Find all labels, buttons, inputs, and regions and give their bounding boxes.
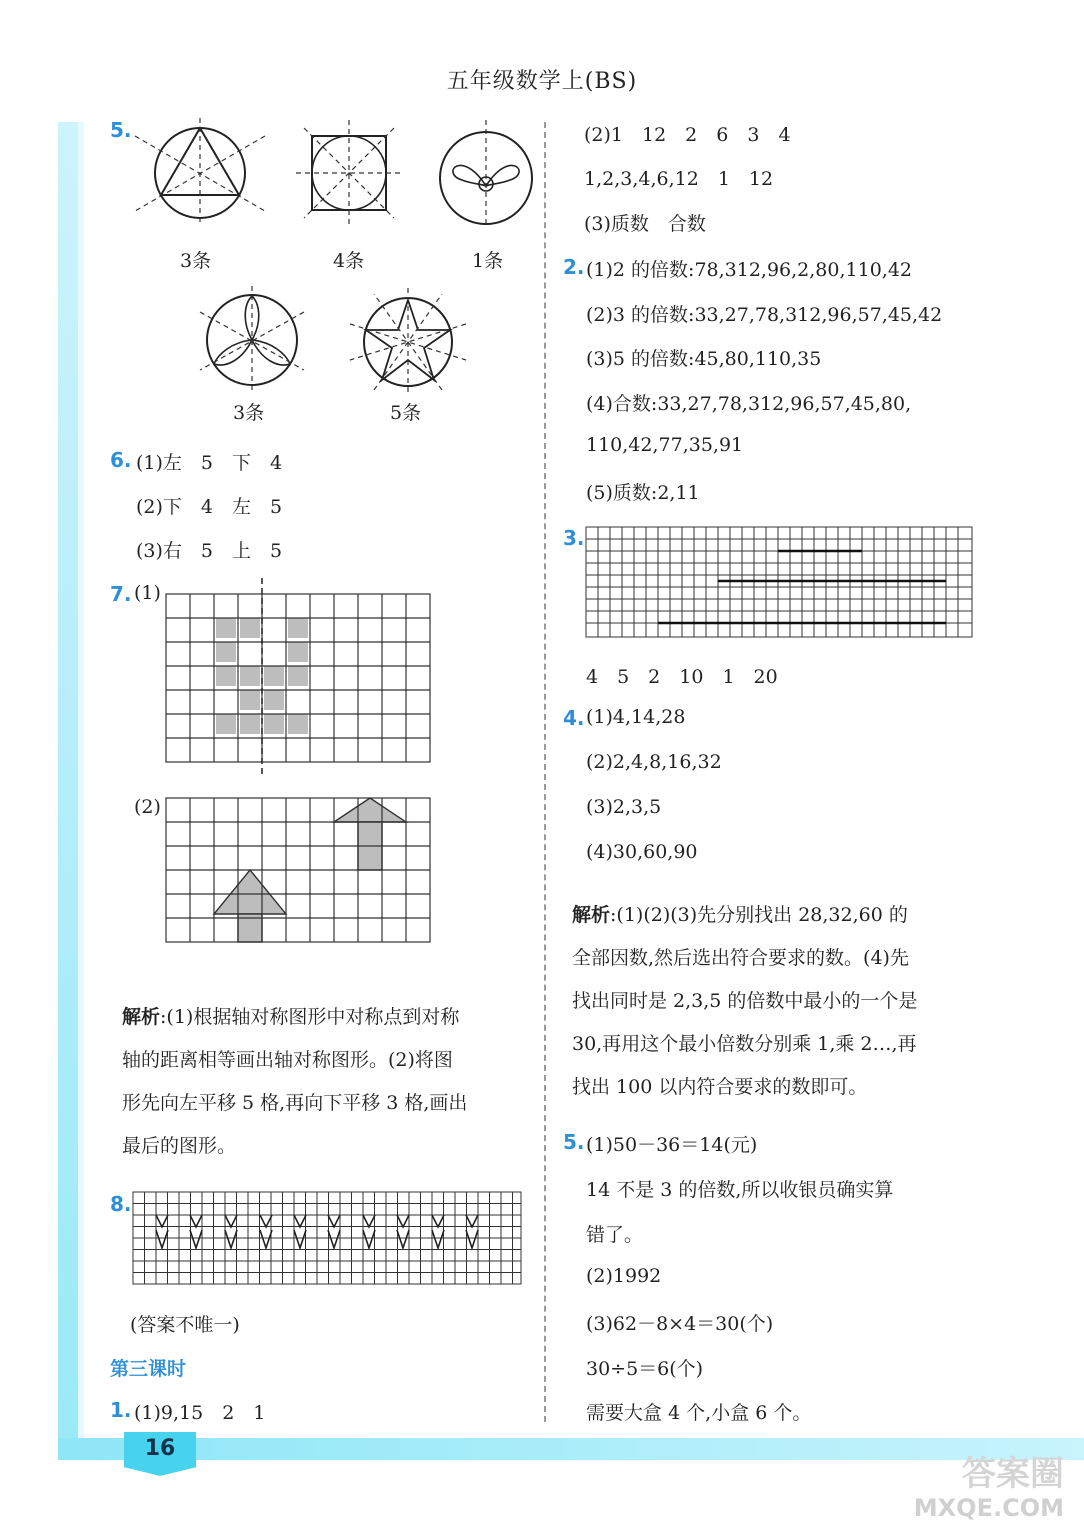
q2-line-2: (2)3 的倍数:33,27,78,312,96,57,45,42 bbox=[586, 304, 943, 326]
q3-answer: 4 5 2 10 1 20 bbox=[586, 666, 778, 688]
q2-line-3: (3)5 的倍数:45,80,110,35 bbox=[586, 348, 822, 370]
q7-analysis-label: 解析 bbox=[122, 1006, 161, 1028]
q1-line-1: (1)9,15 2 1 bbox=[134, 1402, 266, 1424]
q6-line-2: (2)下 4 左 5 bbox=[136, 496, 283, 518]
q2-line-6: (5)质数:2,11 bbox=[586, 482, 700, 504]
q4-analysis-line-5: 找出 100 以内符合要求的数即可。 bbox=[572, 1076, 868, 1098]
q5r-line-6: 30÷5＝6(个) bbox=[586, 1358, 704, 1380]
caption-hearts: 1条 bbox=[472, 250, 504, 272]
q6-line-3: (3)右 5 上 5 bbox=[136, 540, 283, 562]
left-decor-bar-inner bbox=[78, 122, 84, 1442]
section-title: 第三课时 bbox=[110, 1358, 187, 1380]
q4-line-2: (2)2,4,8,16,32 bbox=[586, 751, 722, 773]
q7-part2-label: (2) bbox=[134, 796, 161, 818]
watermark-logo-text: 答案圈 bbox=[962, 1454, 1064, 1494]
caption-petals: 3条 bbox=[233, 402, 265, 424]
figure-star-in-circle bbox=[346, 286, 470, 396]
q8-note: (答案不唯一) bbox=[130, 1314, 240, 1336]
q4-analysis-line-3: 找出同时是 2,3,5 的倍数中最小的一个是 bbox=[572, 990, 918, 1012]
q2-line-5: 110,42,77,35,91 bbox=[586, 434, 744, 456]
q5r-line-5: (3)62－8×4＝30(个) bbox=[586, 1313, 774, 1335]
left-decor-bar bbox=[58, 122, 78, 1442]
q8-number: 8. bbox=[110, 1192, 132, 1216]
q7-number: 7. bbox=[110, 582, 132, 606]
q5r-line-4: (2)1992 bbox=[586, 1265, 662, 1287]
q2-line-1: (1)2 的倍数:78,312,96,2,80,110,42 bbox=[586, 259, 913, 281]
q4-analysis-line-2: 全部因数,然后选出符合要求的数。(4)先 bbox=[572, 947, 909, 969]
q5r-line-2: 14 不是 3 的倍数,所以收银员确实算 bbox=[586, 1179, 894, 1201]
caption-star: 5条 bbox=[390, 402, 422, 424]
grid-axial-symmetry bbox=[160, 578, 432, 774]
figure-square-circle bbox=[290, 118, 410, 228]
caption-square: 4条 bbox=[333, 250, 365, 272]
q6-number: 6. bbox=[110, 448, 132, 472]
grid-lengths bbox=[582, 524, 976, 640]
q5r-line-7: 需要大盒 4 个,小盒 6 个。 bbox=[586, 1402, 812, 1424]
q3-number: 3. bbox=[563, 526, 585, 550]
q5r-number: 5. bbox=[563, 1130, 585, 1154]
q4-line-3: (3)2,3,5 bbox=[586, 796, 662, 818]
page-number: 16 bbox=[144, 1436, 176, 1461]
q7-analysis-line-2: 轴的距离相等画出轴对称图形。(2)将图 bbox=[122, 1049, 453, 1071]
q7-analysis-line-1: 解析:(1)根据轴对称图形中对称点到对称 bbox=[122, 1006, 460, 1028]
q4-analysis-line-4: 30,再用这个最小倍数分别乘 1,乘 2…,再 bbox=[572, 1033, 917, 1055]
column-divider bbox=[544, 122, 546, 1422]
q6-line-1: (1)左 5 下 4 bbox=[136, 452, 283, 474]
caption-triangle: 3条 bbox=[180, 250, 212, 272]
q5r-line-3: 错了。 bbox=[586, 1224, 644, 1246]
q7-analysis-line-3: 形先向左平移 5 格,再向下平移 3 格,画出 bbox=[122, 1092, 468, 1114]
q4-line-1: (1)4,14,28 bbox=[586, 706, 686, 728]
grid-pattern-design bbox=[130, 1190, 524, 1288]
q4-analysis-line-1: 解析:(1)(2)(3)先分别找出 28,32,60 的 bbox=[572, 904, 908, 926]
bottom-decor-bar bbox=[58, 1438, 1084, 1460]
q5r-line-1: (1)50－36＝14(元) bbox=[586, 1134, 758, 1156]
q1-number: 1. bbox=[110, 1398, 132, 1422]
q4-analysis-label: 解析 bbox=[572, 904, 611, 926]
q1-line-3: 1,2,3,4,6,12 1 12 bbox=[584, 168, 774, 190]
page-header-title: 五年级数学上(BS) bbox=[446, 69, 638, 94]
q2-line-4: (4)合数:33,27,78,312,96,57,45,80, bbox=[586, 393, 912, 415]
figure-petals-in-circle bbox=[192, 286, 312, 396]
q4-number: 4. bbox=[563, 706, 585, 730]
watermark-url: MXQE.COM bbox=[913, 1494, 1064, 1522]
figure-circle-hearts bbox=[432, 118, 542, 228]
q7-part1-label: (1) bbox=[134, 582, 161, 604]
q4-line-4: (4)30,60,90 bbox=[586, 841, 698, 863]
q2-number: 2. bbox=[563, 255, 585, 279]
q1-line-2: (2)1 12 2 6 3 4 bbox=[584, 124, 791, 146]
q1-line-4: (3)质数 合数 bbox=[584, 213, 706, 235]
q5-number: 5. bbox=[110, 118, 132, 142]
grid-translation bbox=[160, 794, 432, 946]
figure-triangle-in-circle bbox=[130, 118, 270, 228]
q7-analysis-line-4: 最后的图形。 bbox=[122, 1135, 237, 1157]
